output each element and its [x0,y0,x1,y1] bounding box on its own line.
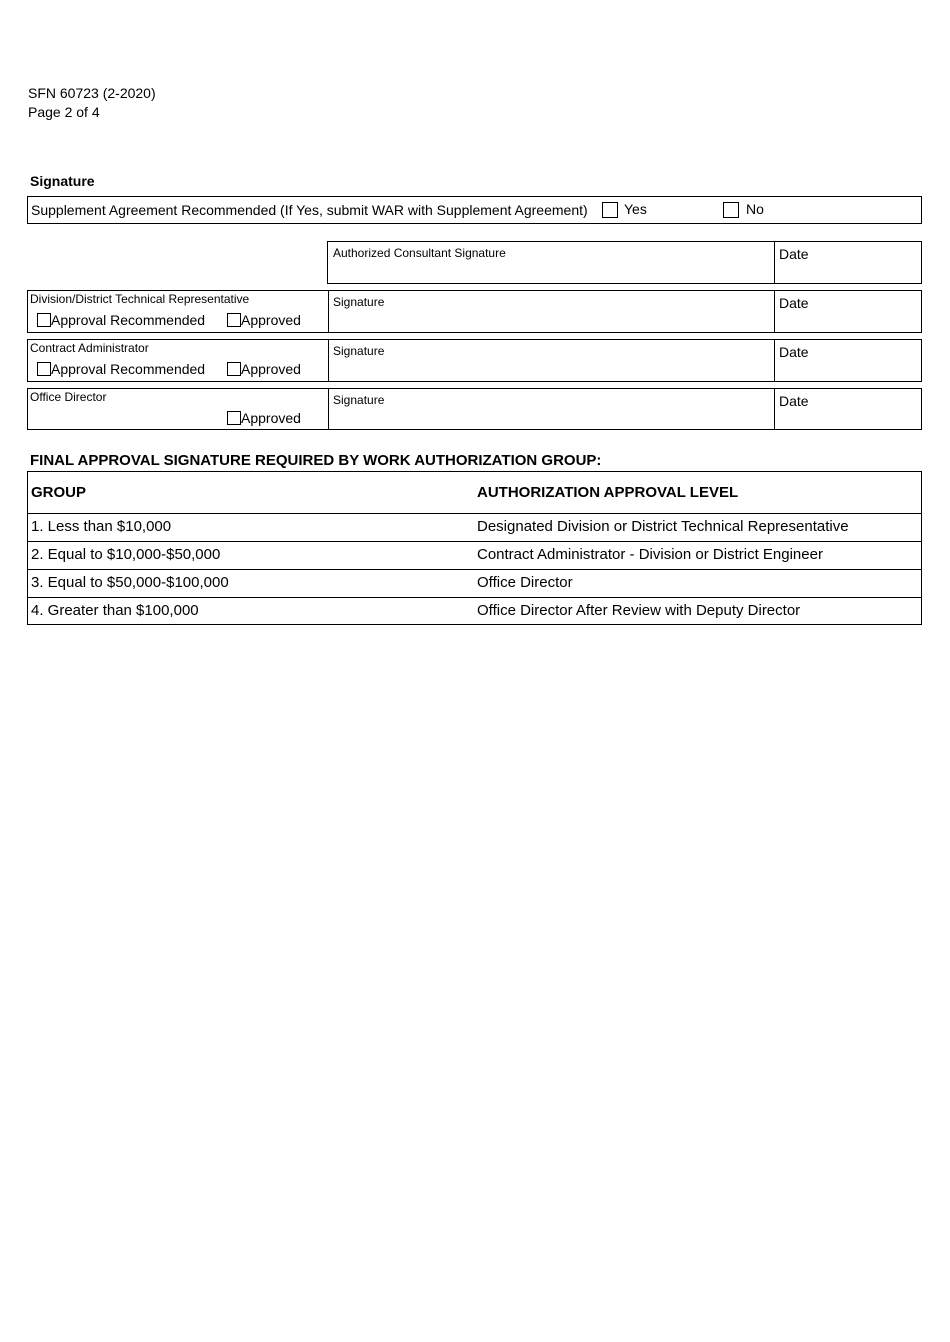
signature-section-title: Signature [30,173,95,189]
page-number: Page 2 of 4 [28,104,100,120]
office-director-title: Office Director [30,390,107,404]
office-director-row [27,388,922,430]
technical-rep-approval-recommended [37,312,205,328]
table-row [28,542,921,569]
contract-admin-title: Contract Administrator [30,341,149,355]
group-cell: 3. Equal to $50,000-$100,000 [31,574,229,591]
form-id: SFN 60723 (2-2020) [28,85,156,101]
contract-admin-approved-checkbox[interactable] [227,362,241,376]
consultant-date-label: Date [779,246,809,262]
technical-rep-row [27,290,922,333]
table-header-approval-level: AUTHORIZATION APPROVAL LEVEL [477,484,739,501]
technical-rep-approved [227,312,301,328]
technical-rep-date-label: Date [779,295,809,311]
office-director-date-label: Date [779,393,809,409]
approval-level-cell: Office Director After Review with Deputy Director [477,602,801,619]
supplement-no-checkbox[interactable] [723,202,739,218]
contract-admin-date-label: Date [779,344,809,360]
technical-rep-title: Division/District Technical Representative [30,292,250,306]
final-approval-title: FINAL APPROVAL SIGNATURE REQUIRED BY WORK AUTHORIZATION GROUP: [30,452,602,469]
group-cell: 4. Greater than $100,000 [31,602,199,619]
approval-level-cell: Contract Administrator - Division or District Engineer [477,546,823,563]
office-director-approved-label: Approved [241,410,301,426]
approval-level-cell: Office Director [477,574,573,591]
supplement-no-label: No [746,201,764,217]
technical-rep-approved-label: Approved [241,312,301,328]
consultant-signature-label: Authorized Consultant Signature [333,246,506,260]
table-row [28,514,921,541]
contract-admin-approval-recommended-label: Approval Recommended [51,361,206,377]
supplement-agreement-row [27,196,922,224]
technical-rep-approved-checkbox[interactable] [227,313,241,327]
supplement-yes-label: Yes [624,201,647,217]
supplement-yes-checkbox[interactable] [602,202,618,218]
group-cell: 2. Equal to $10,000-$50,000 [31,546,221,563]
technical-rep-approval-recommended-label: Approval Recommended [51,312,206,328]
technical-rep-signature-label: Signature [333,295,385,309]
office-director-approved [227,410,301,426]
table-row [28,598,921,625]
office-director-signature-label: Signature [333,393,385,407]
table-header-group: GROUP [31,484,87,501]
contract-admin-approval-recommended [37,361,205,377]
group-cell: 1. Less than $10,000 [31,518,172,535]
contract-admin-approval-recommended-checkbox[interactable] [37,362,51,376]
office-director-approved-checkbox[interactable] [227,411,241,425]
approval-level-table [27,471,922,625]
table-row [28,570,921,597]
technical-rep-approval-recommended-checkbox[interactable] [37,313,51,327]
contract-admin-signature-label: Signature [333,344,385,358]
contract-admin-row [27,339,922,382]
consultant-signature-row [327,241,922,284]
supplement-agreement-label: Supplement Agreement Recommended (If Yes, submit WAR with Supplement Agreement) [31,202,588,218]
contract-admin-approved [227,361,301,377]
approval-level-cell: Designated Division or District Technical Representative [477,518,849,535]
contract-admin-approved-label: Approved [241,361,301,377]
